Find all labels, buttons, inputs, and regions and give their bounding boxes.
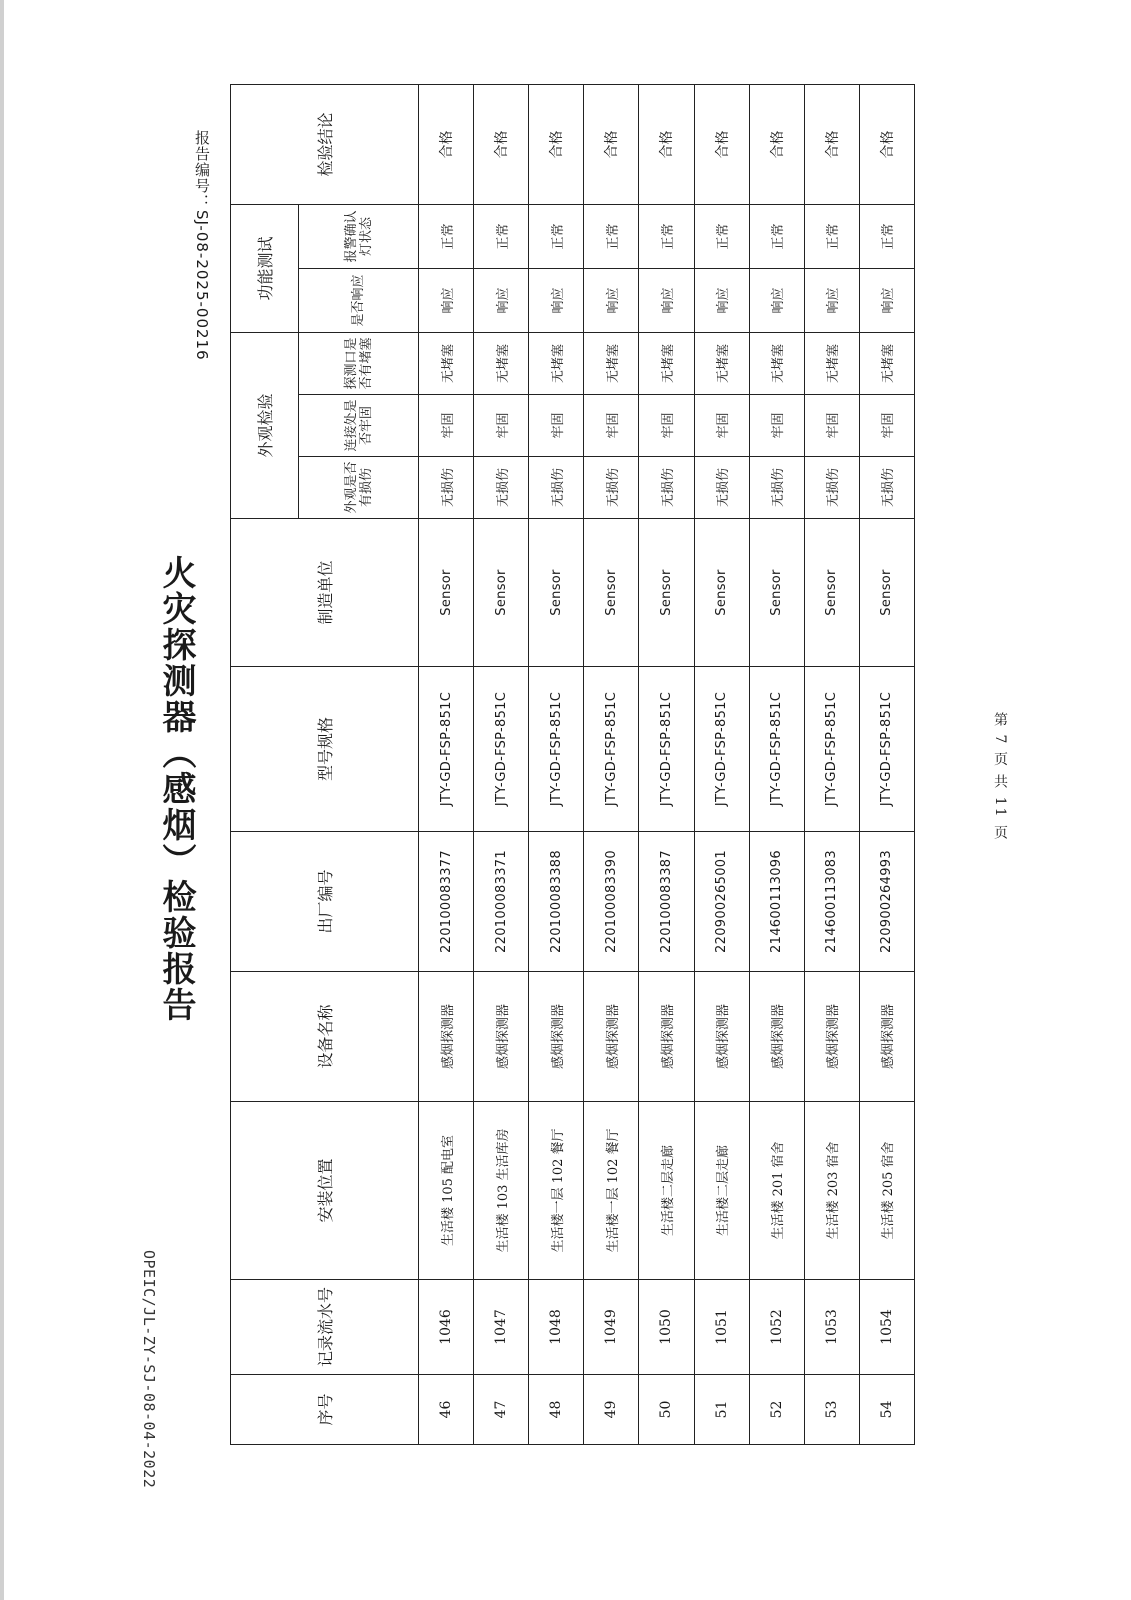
cell-firm: 牢固: [694, 395, 749, 457]
cell-light: 正常: [474, 204, 529, 268]
cell-response: 响应: [584, 269, 639, 333]
cell-record: 1052: [749, 1280, 804, 1375]
cell-block: 无堵塞: [529, 333, 584, 395]
cell-factory-no: 220900264993: [859, 832, 914, 972]
header-factory-no: 出厂编号: [231, 832, 419, 972]
cell-manufacturer: Sensor: [529, 519, 584, 667]
cell-model: JTY-GD-FSP-851C: [474, 667, 529, 832]
cell-model: JTY-GD-FSP-851C: [859, 667, 914, 832]
cell-light: 正常: [584, 204, 639, 268]
cell-firm: 牢固: [804, 395, 859, 457]
header-record-no: 记录流水号: [231, 1280, 419, 1375]
cell-result: 合格: [639, 84, 694, 204]
header-device-name: 设备名称: [231, 972, 419, 1102]
cell-response: 响应: [529, 269, 584, 333]
cell-response: 响应: [474, 269, 529, 333]
table-row: [419, 84, 474, 1444]
cell-manufacturer: Sensor: [584, 519, 639, 667]
cell-firm: 牢固: [859, 395, 914, 457]
cell-device-name: 感烟探测器: [529, 972, 584, 1102]
cell-seq: 51: [694, 1375, 749, 1445]
cell-light: 正常: [804, 204, 859, 268]
cell-manufacturer: Sensor: [804, 519, 859, 667]
cell-location: 生活楼 103 生活库房: [474, 1102, 529, 1280]
cell-damage: 无损伤: [749, 457, 804, 519]
header-blockage: 探测口是否有堵塞: [299, 333, 419, 395]
cell-factory-no: 220100083377: [419, 832, 474, 972]
cell-record: 1051: [694, 1280, 749, 1375]
cell-model: JTY-GD-FSP-851C: [694, 667, 749, 832]
cell-seq: 46: [419, 1375, 474, 1445]
cell-location: 生活楼二层走廊: [639, 1102, 694, 1280]
cell-manufacturer: Sensor: [694, 519, 749, 667]
header-model: 型号规格: [231, 667, 419, 832]
cell-manufacturer: Sensor: [859, 519, 914, 667]
cell-manufacturer: Sensor: [639, 519, 694, 667]
table-row: [639, 84, 694, 1444]
cell-seq: 49: [584, 1375, 639, 1445]
cell-record: 1047: [474, 1280, 529, 1375]
cell-factory-no: 220100083390: [584, 832, 639, 972]
header-manufacturer: 制造单位: [231, 519, 419, 667]
table-row: [584, 84, 639, 1444]
header-appearance-damage: 外观是否有损伤: [299, 457, 419, 519]
cell-block: 无堵塞: [419, 333, 474, 395]
header-function: 功能测试: [231, 204, 299, 332]
cell-manufacturer: Sensor: [474, 519, 529, 667]
cell-response: 响应: [749, 269, 804, 333]
cell-result: 合格: [474, 84, 529, 204]
cell-result: 合格: [804, 84, 859, 204]
cell-device-name: 感烟探测器: [419, 972, 474, 1102]
inspection-table: [230, 84, 915, 1445]
cell-record: 1046: [419, 1280, 474, 1375]
cell-model: JTY-GD-FSP-851C: [584, 667, 639, 832]
cell-location: 生活楼 201 宿舍: [749, 1102, 804, 1280]
cell-light: 正常: [859, 204, 914, 268]
cell-light: 正常: [639, 204, 694, 268]
header-appearance: 外观检验: [231, 333, 299, 519]
form-code: OPEIC/JL-ZY-SJ-08-04-2022: [140, 1250, 158, 1489]
cell-location: 生活楼 203 宿舍: [804, 1102, 859, 1280]
cell-firm: 牢固: [529, 395, 584, 457]
cell-location: 生活楼一层 102 餐厅: [584, 1102, 639, 1280]
cell-factory-no: 220900265001: [694, 832, 749, 972]
scan-edge: [0, 0, 4, 1600]
cell-record: 1050: [639, 1280, 694, 1375]
cell-record: 1054: [859, 1280, 914, 1375]
cell-device-name: 感烟探测器: [749, 972, 804, 1102]
cell-device-name: 感烟探测器: [474, 972, 529, 1102]
cell-device-name: 感烟探测器: [639, 972, 694, 1102]
cell-firm: 牢固: [419, 395, 474, 457]
cell-factory-no: 220100083388: [529, 832, 584, 972]
cell-seq: 50: [639, 1375, 694, 1445]
cell-record: 1053: [804, 1280, 859, 1375]
cell-firm: 牢固: [584, 395, 639, 457]
cell-damage: 无损伤: [529, 457, 584, 519]
cell-light: 正常: [529, 204, 584, 268]
cell-damage: 无损伤: [804, 457, 859, 519]
cell-damage: 无损伤: [694, 457, 749, 519]
header-alarm-confirm: 报警确认灯状态: [299, 204, 419, 268]
cell-firm: 牢固: [639, 395, 694, 457]
cell-record: 1049: [584, 1280, 639, 1375]
cell-block: 无堵塞: [474, 333, 529, 395]
cell-light: 正常: [749, 204, 804, 268]
cell-model: JTY-GD-FSP-851C: [804, 667, 859, 832]
cell-seq: 52: [749, 1375, 804, 1445]
cell-firm: 牢固: [749, 395, 804, 457]
cell-model: JTY-GD-FSP-851C: [529, 667, 584, 832]
table-row: [474, 84, 529, 1444]
table-row: [694, 84, 749, 1444]
cell-block: 无堵塞: [694, 333, 749, 395]
cell-response: 响应: [639, 269, 694, 333]
cell-result: 合格: [694, 84, 749, 204]
cell-block: 无堵塞: [804, 333, 859, 395]
cell-result: 合格: [529, 84, 584, 204]
cell-damage: 无损伤: [584, 457, 639, 519]
header-response: 是否响应: [299, 269, 419, 333]
cell-device-name: 感烟探测器: [859, 972, 914, 1102]
cell-model: JTY-GD-FSP-851C: [639, 667, 694, 832]
cell-firm: 牢固: [474, 395, 529, 457]
cell-factory-no: 220100083387: [639, 832, 694, 972]
cell-light: 正常: [694, 204, 749, 268]
header-conclusion: 检验结论: [231, 84, 419, 204]
report-number: 报告编号：SJ-08-2025-00216: [193, 130, 211, 361]
cell-location: 生活楼一层 102 餐厅: [529, 1102, 584, 1280]
cell-damage: 无损伤: [859, 457, 914, 519]
cell-response: 响应: [804, 269, 859, 333]
cell-block: 无堵塞: [749, 333, 804, 395]
cell-light: 正常: [419, 204, 474, 268]
cell-seq: 47: [474, 1375, 529, 1445]
cell-result: 合格: [749, 84, 804, 204]
cell-result: 合格: [419, 84, 474, 204]
cell-model: JTY-GD-FSP-851C: [419, 667, 474, 832]
cell-damage: 无损伤: [639, 457, 694, 519]
header-seq: 序号: [231, 1375, 419, 1445]
cell-block: 无堵塞: [584, 333, 639, 395]
header-location: 安装位置: [231, 1102, 419, 1280]
document-title: 火灾探测器（感烟）检验报告: [156, 555, 196, 1023]
cell-location: 生活楼 205 宿舍: [859, 1102, 914, 1280]
cell-device-name: 感烟探测器: [694, 972, 749, 1102]
cell-result: 合格: [859, 84, 914, 204]
cell-location: 生活楼二层走廊: [694, 1102, 749, 1280]
page-number: 第 7 页 共 11 页: [992, 712, 1008, 841]
cell-block: 无堵塞: [639, 333, 694, 395]
cell-location: 生活楼 105 配电室: [419, 1102, 474, 1280]
cell-response: 响应: [694, 269, 749, 333]
cell-factory-no: 214600113083: [804, 832, 859, 972]
cell-damage: 无损伤: [474, 457, 529, 519]
cell-device-name: 感烟探测器: [804, 972, 859, 1102]
table-row: [749, 84, 804, 1444]
cell-result: 合格: [584, 84, 639, 204]
table-row: [859, 84, 914, 1444]
header-connection-firm: 连接处是否牢固: [299, 395, 419, 457]
cell-block: 无堵塞: [859, 333, 914, 395]
table-row: [529, 84, 584, 1444]
cell-model: JTY-GD-FSP-851C: [749, 667, 804, 832]
cell-device-name: 感烟探测器: [584, 972, 639, 1102]
cell-response: 响应: [859, 269, 914, 333]
cell-seq: 53: [804, 1375, 859, 1445]
cell-seq: 54: [859, 1375, 914, 1445]
cell-manufacturer: Sensor: [419, 519, 474, 667]
table-row: [804, 84, 859, 1444]
cell-factory-no: 214600113096: [749, 832, 804, 972]
cell-response: 响应: [419, 269, 474, 333]
cell-record: 1048: [529, 1280, 584, 1375]
cell-damage: 无损伤: [419, 457, 474, 519]
inspection-table-wrapper: [230, 112, 915, 1445]
cell-factory-no: 220100083371: [474, 832, 529, 972]
cell-seq: 48: [529, 1375, 584, 1445]
cell-manufacturer: Sensor: [749, 519, 804, 667]
